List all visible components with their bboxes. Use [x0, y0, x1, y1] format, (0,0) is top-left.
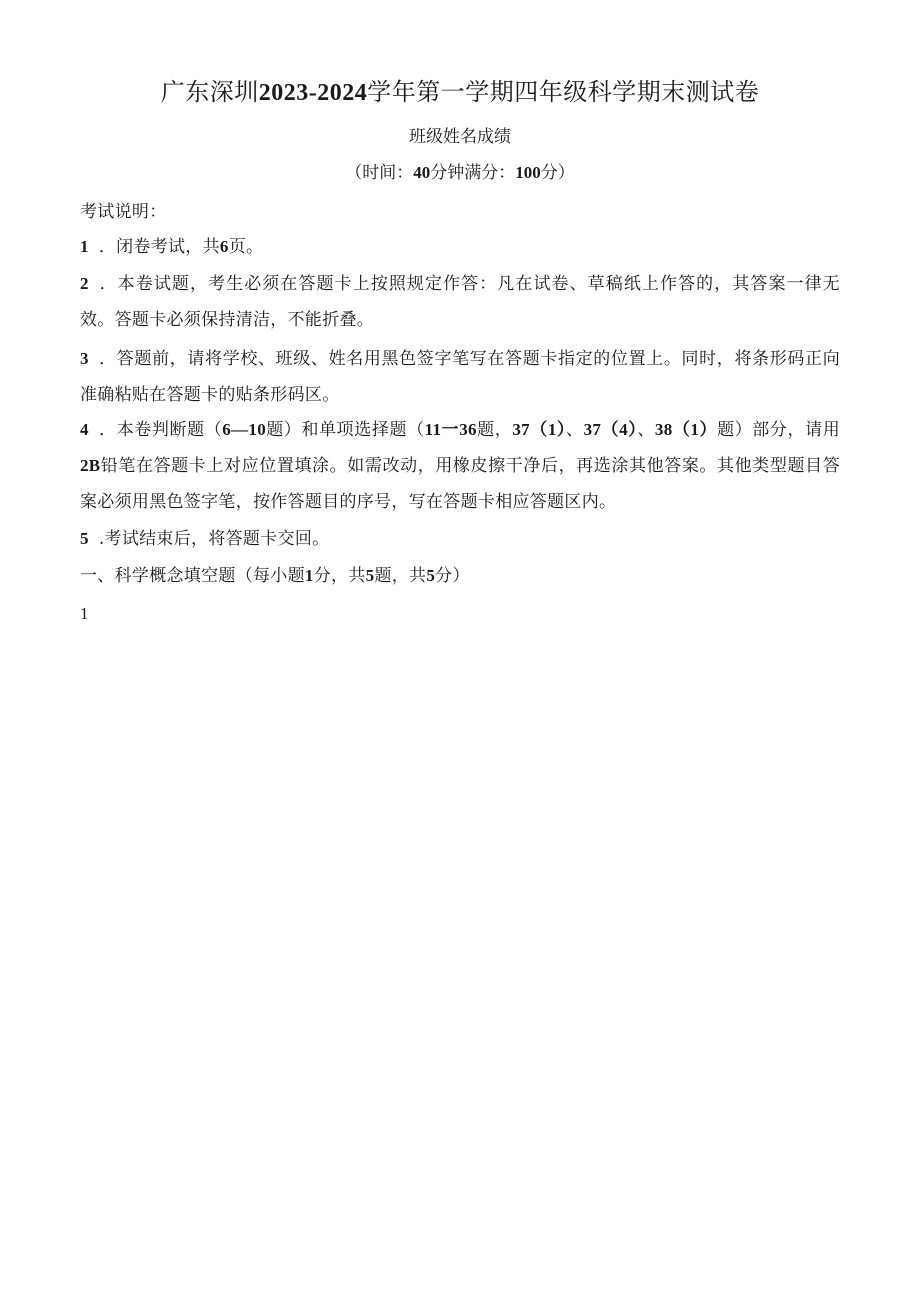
full-score: 100: [515, 163, 541, 182]
section-text: 分，共: [313, 566, 366, 586]
item-text: 页。: [228, 237, 264, 257]
item-text: 、: [566, 420, 584, 440]
time-mid: 分钟满分：: [430, 163, 516, 183]
item-bold: 11一36: [424, 420, 477, 439]
question-number: 1: [80, 604, 89, 623]
section-bold: 5: [365, 566, 375, 585]
exam-time-line: [0, 160, 920, 186]
item-bold: 2B: [80, 456, 101, 475]
time-minutes: 40: [413, 163, 431, 182]
section-bold: 1: [304, 566, 314, 585]
page-title: [0, 74, 920, 111]
instructions-heading: 考试说明：: [80, 202, 167, 222]
item-text: ．答题前，请将学校、班级、姓名用黑色签字笔写在答题卡指定的位置上。同时，将条形码正向准确粘贴在答题卡的贴条形码区。: [80, 349, 840, 405]
title-suffix: 学年第一学期四年级科学期末测试卷: [367, 78, 760, 106]
instruction-item-3: [80, 341, 840, 413]
item-bold: 38（1）: [654, 420, 718, 439]
item-text: 题，: [476, 420, 513, 440]
item-text: 铅笔在答题卡上对应位置填涂。如需改动，用橡皮擦干净后，再选涂其他答案。其他类型题目答案必须用黑色签字笔，按作答题目的序号，写在答题卡相应答题区内。: [80, 456, 840, 512]
title-prefix: 广东深圳: [160, 78, 259, 106]
item-number: 1: [80, 237, 89, 256]
instruction-item-2: [80, 266, 840, 338]
time-close: 分）: [540, 163, 575, 183]
section-one-heading: [80, 558, 840, 594]
item-text: ．本卷试题，考生必须在答题卡上按照规定作答：凡在试卷、草稿纸上作答的，其答案一律无效。答题卡必须保持清洁，不能折叠。: [80, 274, 840, 330]
section-text: 题，共: [374, 566, 427, 586]
item-number: 4: [80, 420, 89, 439]
item-bold: 6—10: [222, 420, 266, 439]
page-count: 6: [219, 237, 229, 256]
section-text: 分）: [435, 566, 470, 586]
item-number: 2: [80, 274, 89, 293]
section-text: 一、科学概念填空题（每小题: [80, 566, 305, 586]
instruction-item-5: [80, 521, 840, 557]
section-bold: 5: [426, 566, 436, 585]
instruction-item-1: [80, 229, 840, 265]
item-bold: 37（4）: [583, 420, 638, 439]
item-number: 5: [80, 529, 89, 548]
title-years: 2023-2024: [258, 80, 368, 106]
instruction-item-4: [80, 412, 840, 520]
item-text: ．本卷判断题（: [98, 420, 223, 440]
item-text: .考试结束后，将答题卡交回。: [98, 529, 330, 549]
item-bold: 37（1）: [512, 420, 567, 439]
item-text: ．闭卷考试，共: [98, 237, 220, 257]
item-text: 题）部分，请用: [717, 420, 840, 440]
item-text: 、: [637, 420, 655, 440]
time-open: （时间：: [345, 163, 414, 183]
student-info-line: 班级姓名成绩: [409, 127, 511, 147]
item-text: 题）和单项选择题（: [266, 420, 425, 440]
item-number: 3: [80, 349, 89, 368]
